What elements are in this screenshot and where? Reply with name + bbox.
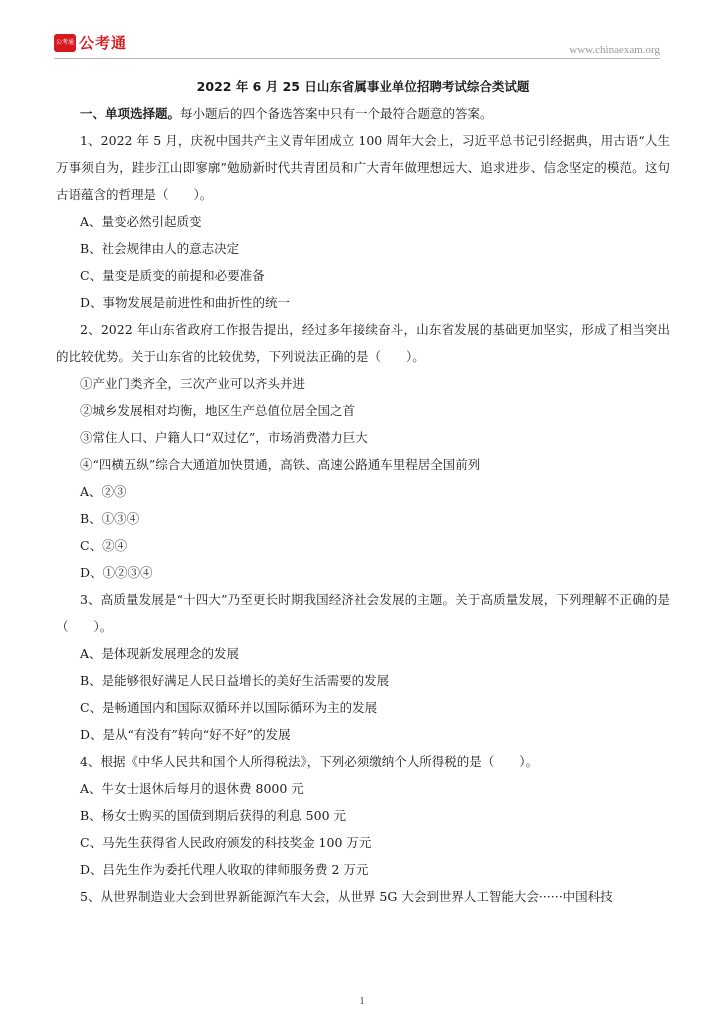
option-a: A、牛女士退休后每月的退休费 8000 元: [80, 781, 304, 796]
logo-text: 公考通: [79, 34, 128, 52]
option-d: D、是从“有没有”转向“好不好”的发展: [80, 727, 291, 742]
question-1: [56, 127, 670, 316]
section-label: 一、单项选择题。: [80, 106, 181, 121]
question-4: [56, 748, 670, 883]
section-heading: [56, 100, 670, 127]
page-number: 1: [359, 996, 365, 1007]
option-b: B、①③④: [80, 511, 140, 526]
document-title: 2022 年 6 月 25 日山东省属事业单位招聘考试综合类试题: [196, 79, 530, 94]
statement-2: ②城乡发展相对均衡，地区生产总值位居全国之首: [80, 403, 356, 418]
question-stem: 4、根据《中华人民共和国个人所得税法》，下列必须缴纳个人所得税的是（ ）。: [80, 754, 538, 769]
option-c: C、②④: [80, 538, 128, 553]
option-b: B、杨女士购买的国债到期后获得的利息 500 元: [80, 808, 346, 823]
option-c: C、马先生获得省人民政府颁发的科技奖金 100 万元: [80, 835, 372, 850]
question-stem: 2、2022 年山东省政府工作报告提出，经过多年接续奋斗，山东省发展的基础更加坚实，形成了相当突出的比较优势。关于山东省的比较优势，下列说法正确的是（ ）。: [56, 322, 670, 364]
question-stem: 1、2022 年 5 月，庆祝中国共产主义青年团成立 100 周年大会上，习近平总书记引经据典，用古语“人生万事须自为，跬步江山即寥廓”勉励新时代共青团员和广大青年做理想远大、追求进步、信念坚定的模范。这句古语蕴含的哲理是（ ）。: [56, 133, 670, 202]
logo[interactable]: [54, 32, 127, 53]
page-header: [0, 0, 724, 62]
section-instructions: 每小题后的四个备选答案中只有一个最符合题意的答案。: [180, 106, 493, 121]
question-2: [56, 316, 670, 586]
option-d: D、①②③④: [80, 565, 153, 580]
option-d: D、吕先生作为委托代理人收取的律师服务费 2 万元: [80, 862, 369, 877]
option-a: A、量变必然引起质变: [80, 214, 202, 229]
site-url[interactable]: www.chinaexam.org: [569, 44, 660, 56]
logo-badge: 公考通: [54, 34, 76, 52]
option-b: B、社会规律由人的意志决定: [80, 241, 240, 256]
question-3: [56, 586, 670, 748]
header-divider: [54, 58, 660, 59]
question-stem: 5、从世界制造业大会到世界新能源汽车大会，从世界 5G 大会到世界人工智能大会······中国科技: [80, 889, 613, 904]
document-body: [56, 74, 670, 910]
question-stem: 3、高质量发展是“十四大”乃至更长时期我国经济社会发展的主题。关于高质量发展，下列理解不正确的是（ ）。: [56, 592, 670, 634]
option-d: D、事物发展是前进性和曲折性的统一: [80, 295, 291, 310]
option-b: B、是能够很好满足人民日益增长的美好生活需要的发展: [80, 673, 390, 688]
option-a: A、②③: [80, 484, 127, 499]
option-c: C、量变是质变的前提和必要准备: [80, 268, 265, 283]
question-5: [56, 883, 670, 910]
statement-1: ①产业门类齐全，三次产业可以齐头并进: [80, 376, 306, 391]
option-a: A、是体现新发展理念的发展: [80, 646, 240, 661]
option-c: C、是畅通国内和国际双循环并以国际循环为主的发展: [80, 700, 378, 715]
statement-4: ④“四横五纵”综合大通道加快贯通，高铁、高速公路通车里程居全国前列: [80, 457, 481, 472]
statement-3: ③常住人口、户籍人口“双过亿”，市场消费潜力巨大: [80, 430, 368, 445]
